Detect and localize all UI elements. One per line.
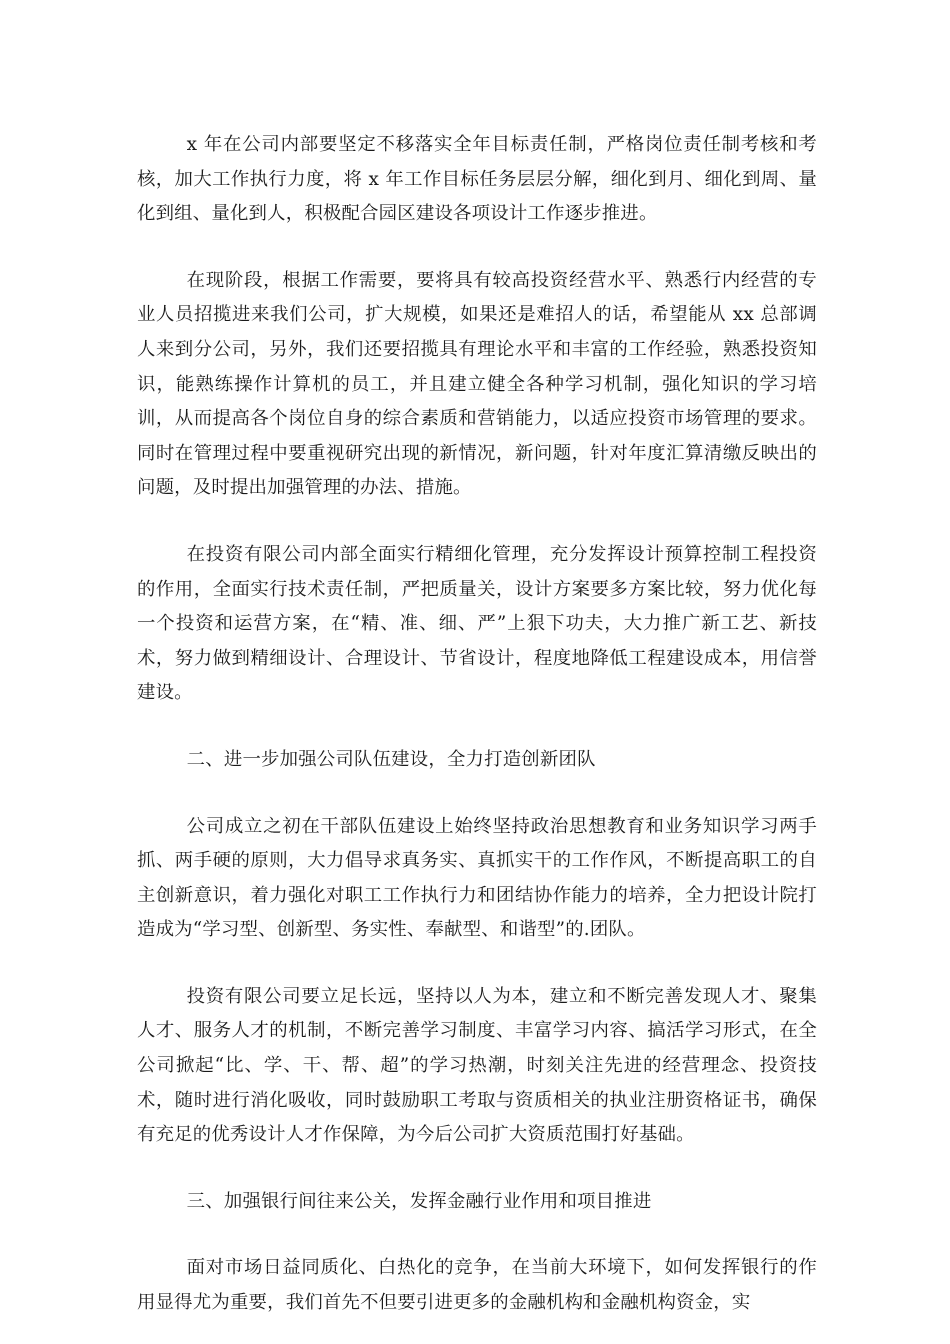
paragraph-target-responsibility: x 年在公司内部要坚定不移落实全年目标责任制，严格岗位责任制考核和考核，加大工作执行力度，将 x 年工作目标任务层层分解，细化到月、细化到周、量化到组、量化到人，积极配合园区建设各项设计工作逐步推进。 (137, 134, 817, 225)
paragraph-refined-management: 在投资有限公司内部全面实行精细化管理，充分发挥设计预算控制工程投资的作用，全面实行技术责任制，严把质量关，设计方案要多方案比较，努力优化每一个投资和运营方案，在“精、准、细、严”上狠下功夫，大力推广新工艺、新技术，努力做到精细设计、合理设计、节省设计，程度地降低工程建设成本，用信誉建设。 (137, 543, 817, 704)
section-heading-team-building: 二、进一步加强公司队伍建设，全力打造创新团队 (186, 748, 596, 770)
paragraph-cadre-team: 公司成立之初在干部队伍建设上始终坚持政治思想教育和业务知识学习两手抓、两手硬的原则，大力倡导求真务实、真抓实干的工作作风，不断提高职工的自主创新意识，着力强化对职工工作执行力和团结协作能力的培养，全力把设计院打造成为“学习型、创新型、务实性、奉献型、和谐型”的.团队。 (137, 815, 817, 941)
paragraph-talent-mechanism: 投资有限公司要立足长远，坚持以人为本，建立和不断完善发现人才、聚集人才、服务人才的机制，不断完善学习制度、丰富学习内容、搞活学习形式，在全公司掀起“比、学、干、帮、超”的学习热潮，时刻关注先进的经营理念、投资技术，随时进行消化吸收，同时鼓励职工考取与资质相关的执业注册资格证书，确保有充足的优秀设计人才作保障，为今后公司扩大资质范围打好基础。 (137, 985, 817, 1146)
section-heading-bank-relations: 三、加强银行间往来公关，发挥金融行业作用和项目推进 (186, 1190, 652, 1212)
document-body (137, 128, 817, 1321)
paragraph-bank-role: 面对市场日益同质化、白热化的竞争，在当前大环境下，如何发挥银行的作用显得尤为重要，我们首先不但要引进更多的金融机构和金融机构资金，实 (137, 1257, 817, 1314)
paragraph-talent-recruitment: 在现阶段，根据工作需要，要将具有较高投资经营水平、熟悉行内经营的专业人员招揽进来我们公司，扩大规模，如果还是难招人的话，希望能从 xx 总部调人来到分公司，另外，我们还要招揽具有理论水平和丰富的工作经验，熟悉投资知识，能熟练操作计算机的员工，并且建立健全各种学习机制，强化知识的学习培训，从而提高各个岗位自身的综合素质和营销能力，以适应投资市场管理的要求。同时在管理过程中要重视研究出现的新情况，新问题，针对年度汇算清缴反映出的问题，及时提出加强管理的办法、措施。 (137, 269, 817, 499)
